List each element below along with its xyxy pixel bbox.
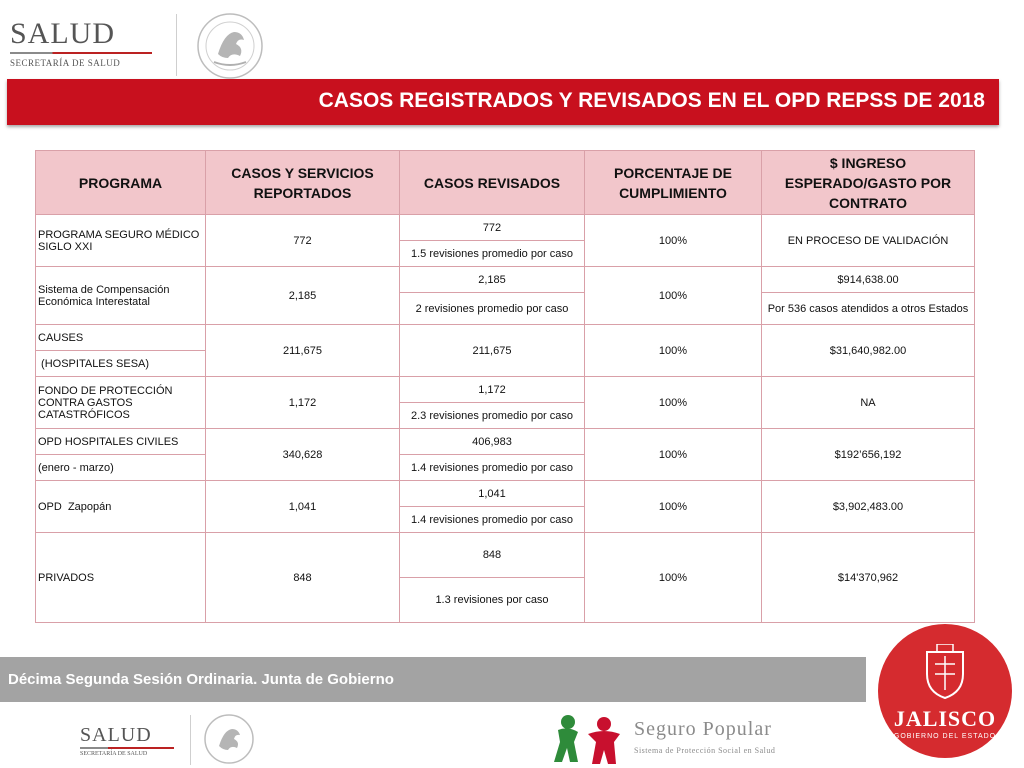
- cell-revisados: 406,983: [400, 429, 585, 455]
- cell-detalle: 1.4 revisiones promedio por caso: [400, 507, 585, 533]
- cell-programa: Sistema de Compensación Económica Interestatal: [36, 267, 206, 325]
- cell-porcentaje: 100%: [585, 377, 762, 429]
- salud-footer-word: SALUD: [80, 724, 152, 746]
- table-row: [36, 325, 975, 351]
- cell-porcentaje: 100%: [585, 215, 762, 267]
- cases-table: [35, 150, 975, 623]
- table-row: [36, 481, 975, 507]
- footer-bar: [0, 657, 866, 702]
- cell-porcentaje: 100%: [585, 533, 762, 623]
- cell-revisados: 2,185: [400, 267, 585, 293]
- jalisco-shield-icon: [921, 644, 969, 700]
- national-seal-small-icon: [200, 712, 258, 766]
- cell-programa: OPD HOSPITALES CIVILES: [36, 429, 206, 455]
- seguro-popular-word: Seguro Popular: [634, 718, 772, 740]
- salud-logo-footer: [80, 724, 180, 757]
- cell-programa: CAUSES: [36, 325, 206, 351]
- table-header-row: [36, 151, 975, 215]
- cell-programa: PROGRAMA SEGURO MÉDICO SIGLO XXI: [36, 215, 206, 267]
- cell-ingreso: $192’656,192: [762, 429, 975, 481]
- table-row: [36, 429, 975, 455]
- cell-revisados: 211,675: [400, 325, 585, 377]
- header-divider: [176, 14, 177, 76]
- cell-ingreso: NA: [762, 377, 975, 429]
- cell-porcentaje: 100%: [585, 429, 762, 481]
- footer-divider: [190, 715, 191, 765]
- cell-ingreso: $14'370,962: [762, 533, 975, 623]
- cell-porcentaje: 100%: [585, 325, 762, 377]
- cell-ingreso-nota: Por 536 casos atendidos a otros Estados: [762, 293, 975, 325]
- header-ingreso: $ INGRESO ESPERADO/GASTO POR CONTRATO: [762, 151, 975, 215]
- cell-casos: 2,185: [206, 267, 400, 325]
- cell-casos: 848: [206, 533, 400, 623]
- cell-detalle: 1.4 revisiones promedio por caso: [400, 455, 585, 481]
- cell-programa-sub: (HOSPITALES SESA): [36, 351, 206, 377]
- cell-detalle: 2.3 revisiones promedio por caso: [400, 403, 585, 429]
- cell-porcentaje: 100%: [585, 267, 762, 325]
- seguro-popular-subtitle: Sistema de Protección Social en Salud: [634, 746, 776, 755]
- cell-ingreso: EN PROCESO DE VALIDACIÓN: [762, 215, 975, 267]
- cell-detalle: 1.5 revisiones promedio por caso: [400, 241, 585, 267]
- header-revisados: CASOS REVISADOS: [400, 151, 585, 215]
- salud-logo-word: SALUD: [10, 17, 116, 50]
- cell-detalle: 2 revisiones promedio por caso: [400, 293, 585, 325]
- salud-logo: [10, 18, 160, 68]
- table-row: [36, 533, 975, 578]
- cell-programa: FONDO DE PROTECCIÓN CONTRA GASTOS CATASTRÓFICOS: [36, 377, 206, 429]
- jalisco-subtitle: GOBIERNO DEL ESTADO: [893, 733, 997, 740]
- cell-revisados: 1,172: [400, 377, 585, 403]
- cell-programa: PRIVADOS: [36, 533, 206, 623]
- cell-detalle: 1.3 revisiones por caso: [400, 578, 585, 623]
- cell-casos: 340,628: [206, 429, 400, 481]
- cell-programa: OPD Zapopán: [36, 481, 206, 533]
- cell-revisados: 1,041: [400, 481, 585, 507]
- table-row: [36, 267, 975, 293]
- title-bar: [7, 79, 999, 125]
- cell-casos: 772: [206, 215, 400, 267]
- cell-revisados: 772: [400, 215, 585, 241]
- salud-logo-bar: [10, 52, 152, 54]
- header-casos: CASOS Y SERVICIOS REPORTADOS: [206, 151, 400, 215]
- cell-casos: 1,041: [206, 481, 400, 533]
- jalisco-word: JALISCO: [893, 706, 997, 731]
- cell-ingreso: $914,638.00: [762, 267, 975, 293]
- cell-porcentaje: 100%: [585, 481, 762, 533]
- table-row: [36, 215, 975, 241]
- cell-revisados: 848: [400, 533, 585, 578]
- national-seal-icon: [188, 8, 272, 80]
- cell-ingreso: $31,640,982.00: [762, 325, 975, 377]
- salud-footer-bar: [80, 747, 174, 749]
- seguro-popular-logo: [552, 712, 792, 768]
- salud-logo-subtitle: SECRETARÍA DE SALUD: [10, 58, 121, 68]
- cell-casos: 211,675: [206, 325, 400, 377]
- header-porcentaje: PORCENTAJE DE CUMPLIMIENTO: [585, 151, 762, 215]
- page-title: CASOS REGISTRADOS Y REVISADOS EN EL OPD REPSS DE 2018: [318, 89, 985, 112]
- seguro-popular-figures-icon: [552, 712, 630, 768]
- cell-ingreso: $3,902,483.00: [762, 481, 975, 533]
- cell-programa-sub: (enero - marzo): [36, 455, 206, 481]
- header-programa: PROGRAMA: [36, 151, 206, 215]
- table-row: [36, 377, 975, 403]
- salud-footer-subtitle: SECRETARÍA DE SALUD: [80, 751, 148, 757]
- footer-text: Décima Segunda Sesión Ordinaria. Junta de Gobierno: [8, 671, 394, 688]
- cell-casos: 1,172: [206, 377, 400, 429]
- jalisco-logo: [878, 624, 1012, 758]
